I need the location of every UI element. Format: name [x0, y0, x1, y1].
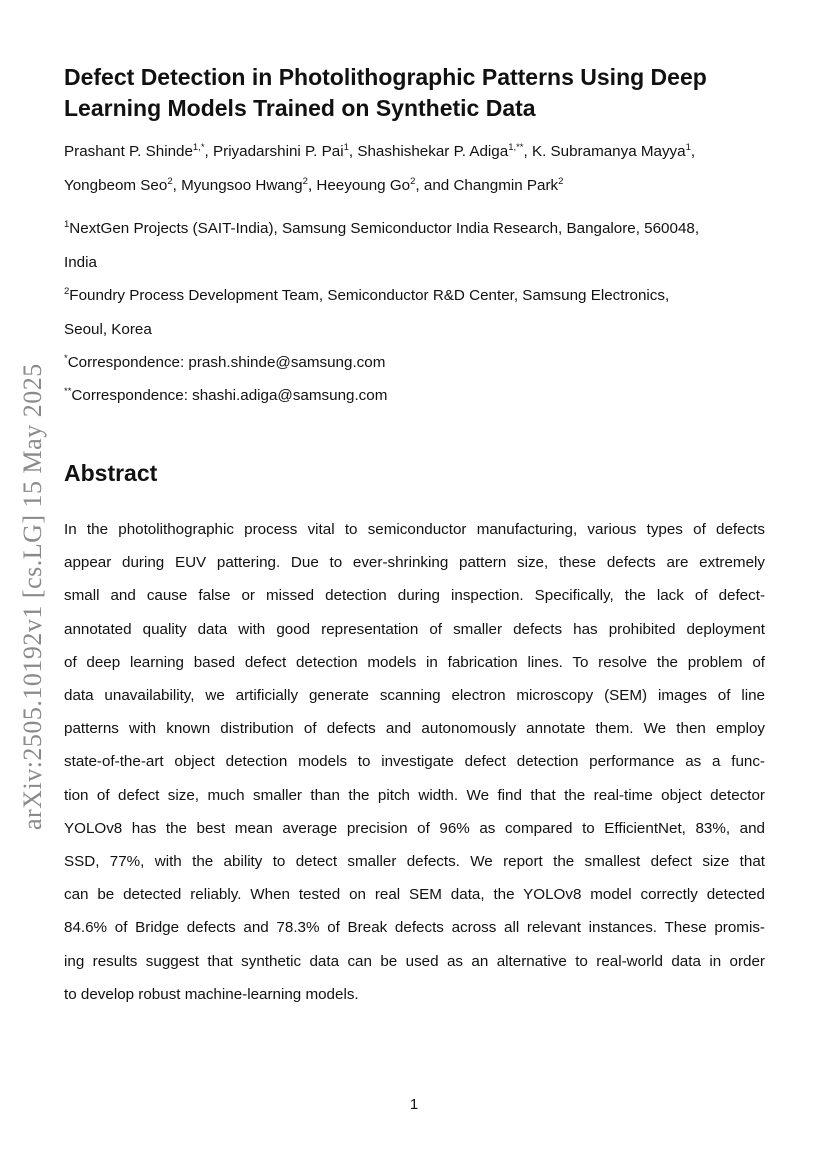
correspondence-1: [64, 346, 774, 380]
author-affiliation-mark: 1: [343, 142, 349, 153]
abstract-line: state-of-the-art object detection models to investigate defect detection performance as a func-: [64, 753, 765, 771]
correspondence-2: [64, 379, 774, 413]
author-separator: ,: [690, 143, 696, 160]
abstract-body: [64, 513, 765, 1011]
author-conjunction: and: [423, 177, 454, 194]
abstract-line: annotated quality data with good representation of smaller defects has prohibited deployment: [64, 620, 765, 638]
affiliation-mark: 1: [64, 219, 70, 230]
abstract-line: data unavailability, we artificially generate scanning electron microscopy (SEM) images of line: [64, 687, 765, 705]
paper-title: [64, 62, 764, 124]
author-name: Shashishekar P. Adiga: [357, 143, 509, 160]
abstract-line: SSD, 77%, with the ability to detect smaller defects. We report the smallest defect size that: [64, 853, 765, 871]
author-separator: ,: [172, 177, 182, 194]
correspondence-mark: **: [64, 386, 72, 397]
affiliation-text: Foundry Process Development Team, Semiconductor R&D Center, Samsung Electronics,: [69, 287, 670, 304]
author-name: Prashant P. Shinde: [64, 143, 193, 160]
correspondence-email: Correspondence: prash.shinde@samsung.com: [67, 354, 386, 371]
correspondence-email: Correspondence: shashi.adiga@samsung.com: [71, 387, 388, 404]
abstract-line: ing results suggest that synthetic data can be used as an alternative to real-world data in order: [64, 952, 765, 970]
author-separator: ,: [523, 143, 532, 160]
author-name: Yongbeom Seo: [64, 177, 168, 194]
author-separator: ,: [307, 177, 317, 194]
author-list: [64, 135, 784, 203]
abstract-line: patterns with known distribution of defects and autonomously annotate them. We then employ: [64, 720, 765, 738]
author-name: Myungsoo Hwang: [181, 177, 303, 194]
affiliation-1: [64, 212, 774, 279]
arxiv-identifier-stamp: arXiv:2505.10192v1 [cs.LG] 15 May 2025: [18, 363, 47, 830]
abstract-line: In the photolithographic process vital to semiconductor manufacturing, various types of defects: [64, 521, 765, 538]
abstract-heading: Abstract: [64, 460, 158, 486]
abstract-line: to develop robust machine-learning models.: [64, 985, 359, 1003]
abstract-line: YOLOv8 has the best mean average precision of 96% as compared to EfficientNet, 83%, and: [64, 819, 765, 837]
author-separator: ,: [204, 143, 213, 160]
abstract-line: appear during EUV pattering. Due to ever-shrinking pattern size, these defects are extremely: [64, 554, 765, 572]
title-line: Defect Detection in Photolithographic Patterns Using Deep: [64, 64, 707, 90]
title-line: Learning Models Trained on Synthetic Data: [64, 95, 536, 121]
abstract-line: 84.6% of Bridge defects and 78.3% of Break defects across all relevant instances. These promis-: [64, 919, 765, 937]
author-separator: ,: [348, 143, 358, 160]
author-affiliation-mark: 2: [167, 176, 173, 187]
author-affiliation-mark: 1,*: [192, 142, 205, 153]
abstract-line: tion of defect size, much smaller than the pitch width. We find that the real-time object detector: [64, 786, 765, 804]
author-separator: ,: [415, 177, 424, 194]
affiliation-mark: 2: [64, 286, 70, 297]
author-affiliation-mark: 1,**: [508, 142, 524, 153]
author-name: Priyadarshini P. Pai: [213, 143, 344, 160]
affiliation-text: Seoul, Korea: [64, 320, 152, 338]
author-affiliation-mark: 1: [685, 142, 691, 153]
author-name: Heeyoung Go: [316, 177, 411, 194]
author-affiliation-mark: 2: [410, 176, 416, 187]
affiliation-text: India: [64, 253, 97, 271]
correspondence-mark: *: [64, 353, 68, 364]
affiliation-text: NextGen Projects (SAIT-India), Samsung Semiconductor India Research, Bangalore, 560048,: [69, 220, 700, 237]
abstract-line: of deep learning based defect detection models in fabrication lines. To resolve the problem of: [64, 653, 765, 671]
author-name: K. Subramanya Mayya: [531, 143, 686, 160]
author-affiliation-mark: 2: [302, 176, 308, 187]
author-name: Changmin Park: [453, 177, 559, 194]
affiliation-2: [64, 279, 774, 346]
author-affiliation-mark: 2: [558, 176, 564, 187]
page-number: 1: [409, 1096, 419, 1113]
abstract-line: small and cause false or missed detection during inspection. Specifically, the lack of defect-: [64, 587, 765, 605]
abstract-line: can be detected reliably. When tested on real SEM data, the YOLOv8 model correctly detected: [64, 886, 765, 904]
